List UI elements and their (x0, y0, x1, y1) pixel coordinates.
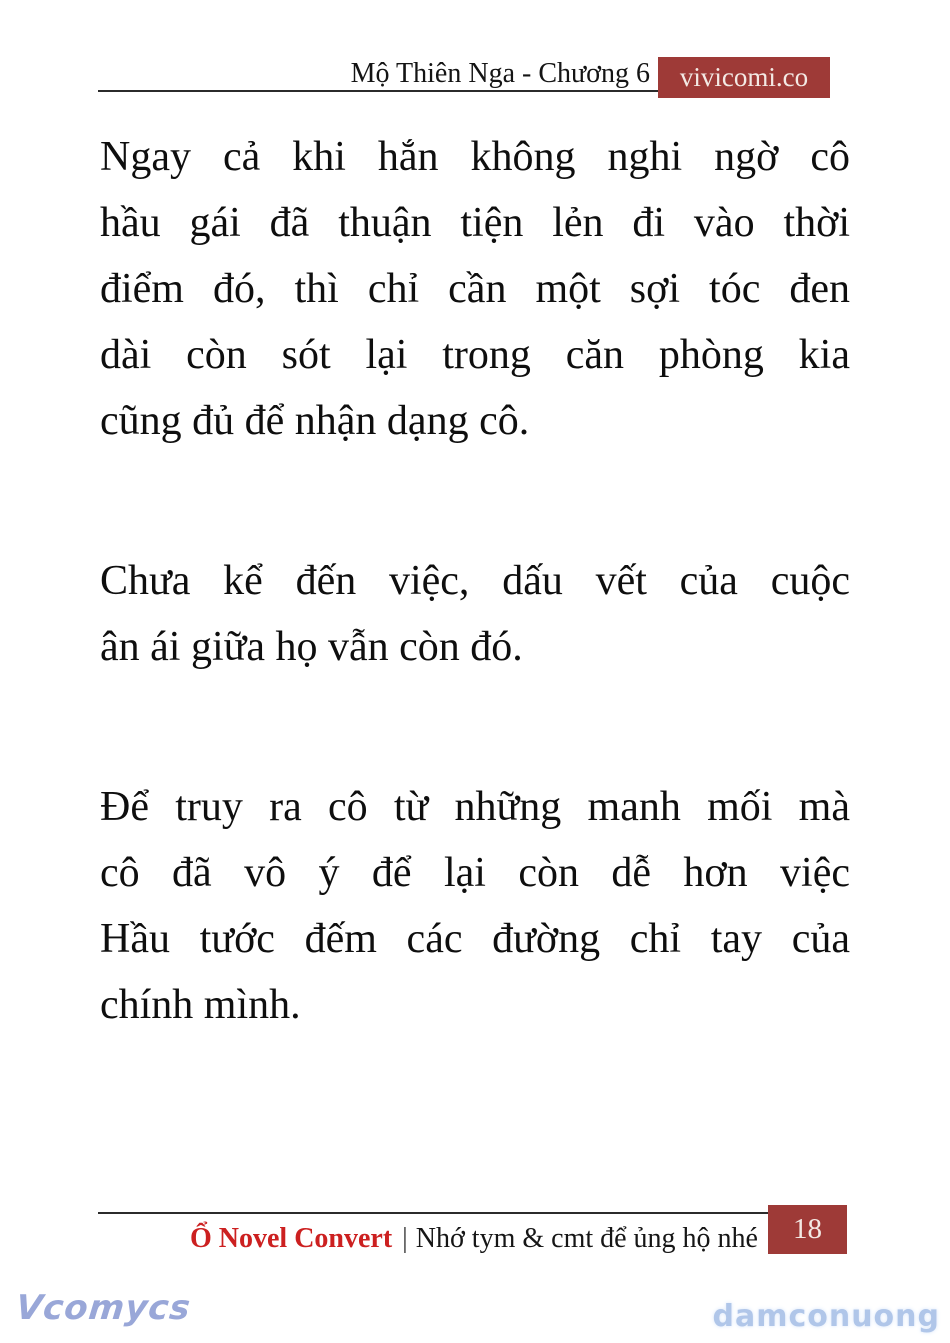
paragraph (100, 774, 850, 1038)
text-line: ân ái giữa họ vẫn còn đó. (100, 624, 523, 670)
text-line: Để truy ra cô từ những manh mối mà (100, 784, 850, 830)
text-line: dài còn sót lại trong căn phòng kia (100, 332, 850, 378)
footer-separator: | (402, 1223, 408, 1254)
page-number-badge: 18 (768, 1205, 847, 1254)
site-badge: vivicomi.co (658, 57, 830, 98)
footer-bar (98, 1222, 758, 1256)
text-line: cô đã vô ý để lại còn dễ hơn việc (100, 850, 850, 896)
chapter-body (100, 124, 850, 1038)
paragraph (100, 548, 850, 680)
text-line: Hầu tước đếm các đường chỉ tay của (100, 916, 850, 962)
watermark-damconuong: damconuong (712, 1299, 940, 1334)
paragraph (100, 124, 850, 454)
text-line: hầu gái đã thuận tiện lẻn đi vào thời (100, 200, 850, 246)
text-line: Chưa kể đến việc, dấu vết của cuộc (100, 558, 850, 604)
text-line: chính mình. (100, 982, 301, 1028)
text-line: điểm đó, thì chỉ cần một sợi tóc đen (100, 266, 850, 312)
chapter-title: Mộ Thiên Nga - Chương 6 (350, 58, 650, 89)
footer-note: Nhớ tym & cmt để ủng hộ nhé (415, 1223, 758, 1254)
footer-divider (98, 1212, 768, 1214)
watermark-vcomycs: Vcomycs (13, 1288, 193, 1328)
text-line: cũng đủ để nhận dạng cô. (100, 398, 530, 444)
footer-credit: Ổ Novel Convert (189, 1223, 393, 1254)
text-line: Ngay cả khi hắn không nghi ngờ cô (100, 134, 850, 180)
